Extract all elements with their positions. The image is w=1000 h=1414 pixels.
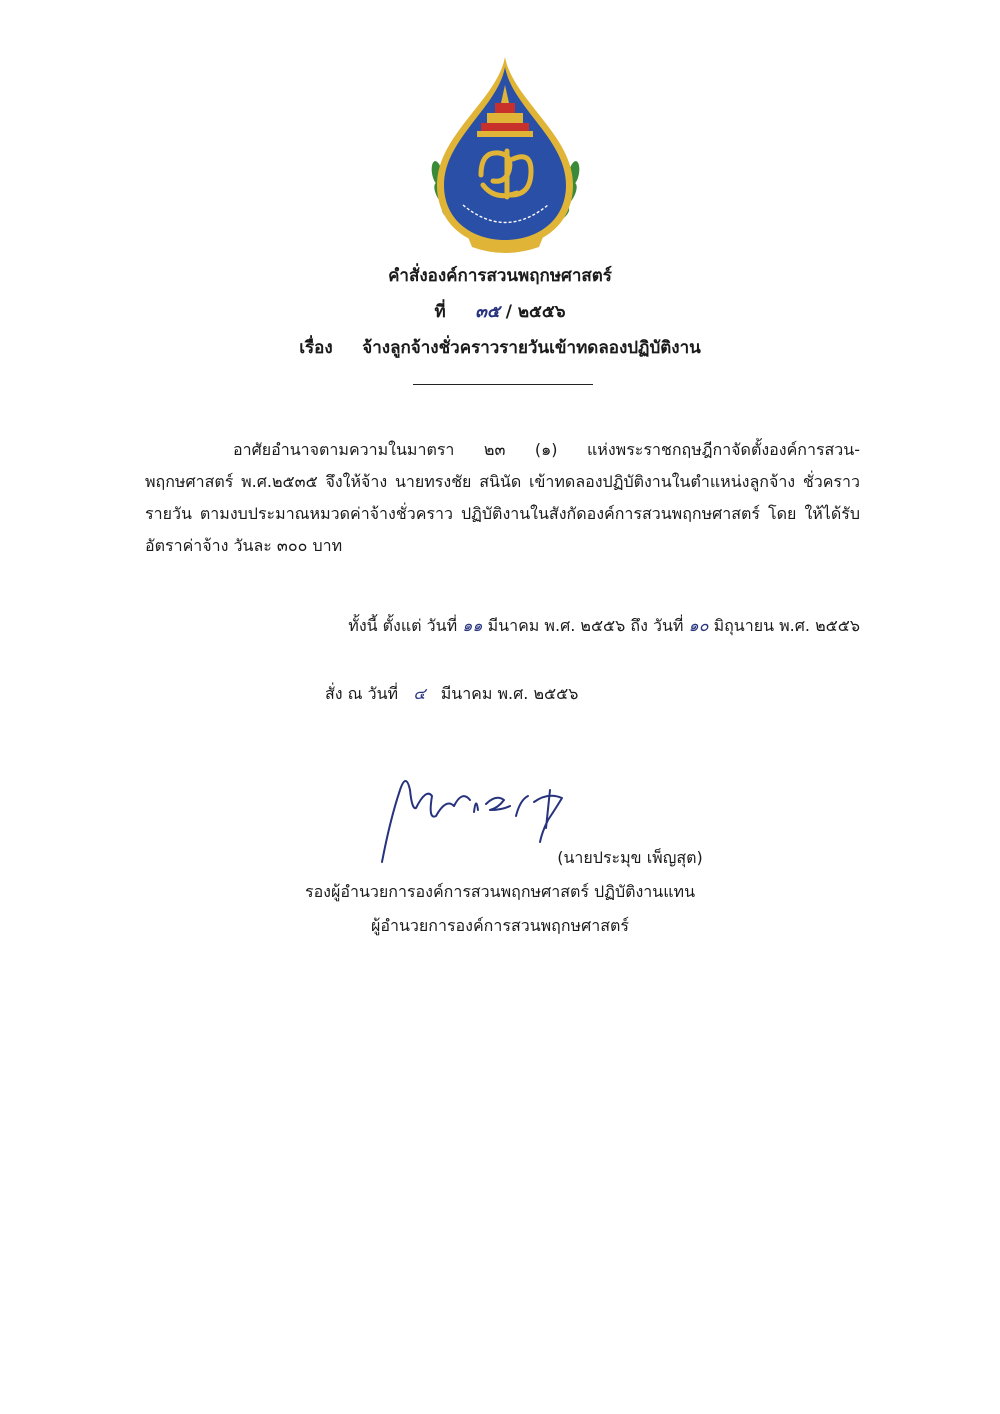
order-date — [325, 682, 578, 707]
signer-position-acting-for: ผู้อำนวยการองค์การสวนพฤกษศาสตร์ — [371, 916, 629, 935]
order-year: / ๒๕๕๖ — [505, 302, 566, 322]
order-paragraph-text: อาศัยอำนาจตามความในมาตรา ๒๓ (๑) แห่งพระราชกฤษฎีกาจัดตั้งองค์การสวน- พฤกษศาสตร์ พ.ศ.๒๕๓๕ จึงให้จ้าง นายทรงชัย สนินัด เข้าทดลองปฏิบัติงานในตำแหน่งลูกจ้าง ชั่วคราวรายวัน ตามงบประมาณหมวดค่าจ้างชั่วคราว ปฏิบัติงานในสังกัดองค์การสวนพฤกษศาสตร์ โดย ให้ได้รับอัตราค่าจ้าง วันละ ๓๐๐ บาท — [145, 440, 860, 555]
ordered-day: ๔ — [413, 684, 426, 703]
employment-period — [145, 610, 860, 642]
header-divider — [413, 384, 593, 385]
period-end-day: ๑๐ — [688, 616, 709, 635]
thai-organization-emblem-icon — [423, 55, 588, 255]
order-number-line — [0, 298, 1000, 325]
subject-text: จ้างลูกจ้างชั่วคราวรายวันเข้าทดลองปฏิบัติงาน — [362, 338, 701, 358]
period-end-rest: มิถุนายน พ.ศ. ๒๕๕๖ — [713, 616, 860, 635]
ordered-rest: มีนาคม พ.ศ. ๒๕๕๖ — [440, 684, 579, 703]
order-subject-line — [0, 334, 1000, 361]
period-start-rest: มีนาคม พ.ศ. ๒๕๕๖ ถึง วันที่ — [487, 616, 684, 635]
order-title: คำสั่งองค์การสวนพฤกษศาสตร์ — [388, 266, 612, 286]
order-paragraph — [145, 434, 860, 562]
signer-name: (นายประมุข เพ็ญสุต) — [557, 848, 703, 867]
ordered-lead: สั่ง ณ วันที่ — [325, 684, 399, 703]
subject-label: เรื่อง — [299, 338, 333, 358]
number-prefix: ที่ — [434, 302, 446, 322]
period-lead: ทั้งนี้ ตั้งแต่ วันที่ — [348, 616, 458, 635]
period-start-day: ๑๑ — [462, 616, 483, 635]
order-number-handwritten: ๓๕ — [475, 302, 500, 322]
signer-position: รองผู้อำนวยการองค์การสวนพฤกษศาสตร์ ปฏิบัติงานแทน — [304, 882, 696, 901]
